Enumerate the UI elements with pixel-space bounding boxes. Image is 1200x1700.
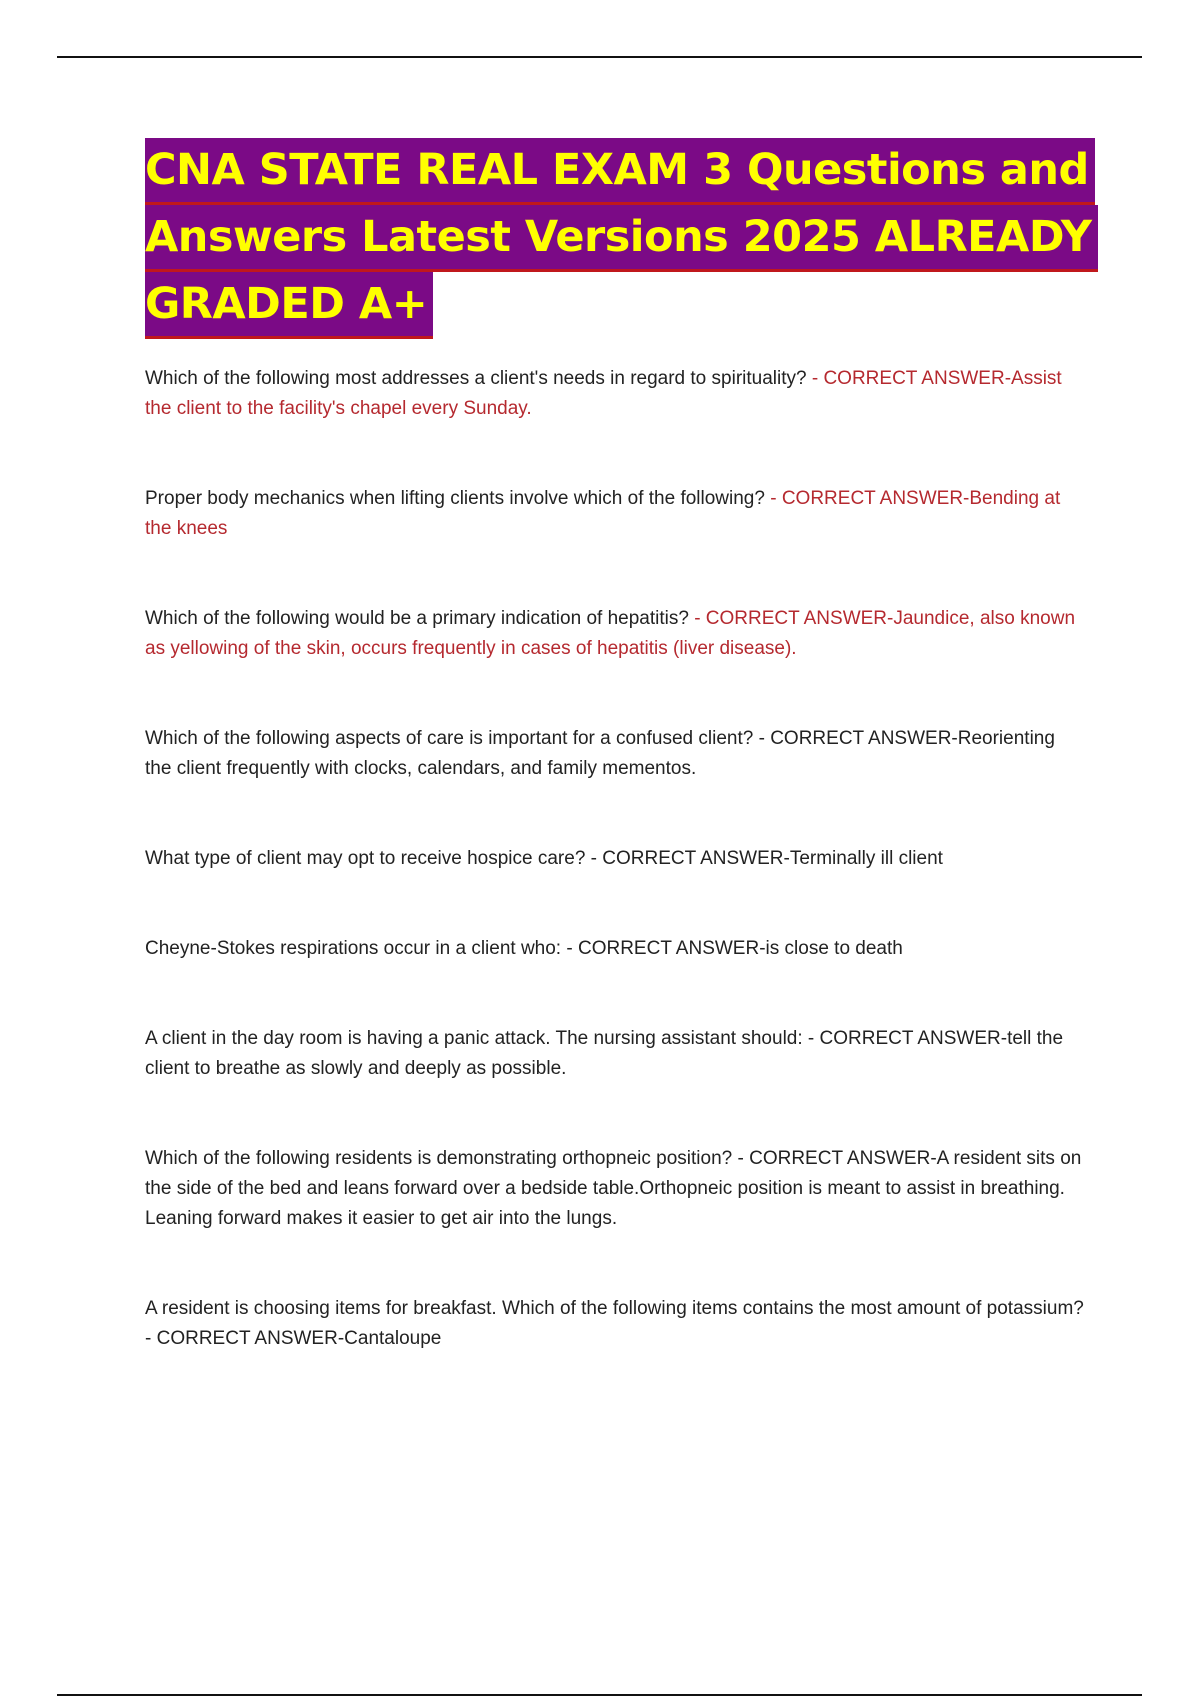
question-text: Proper body mechanics when lifting clients involve which of the following?	[145, 488, 771, 509]
top-rule	[57, 56, 1142, 58]
answer-text: - CORRECT ANSWER-Bending at the knees	[145, 488, 1061, 539]
title-line: GRADED A+	[145, 272, 433, 339]
question-text: A client in the day room is having a panic attack. The nursing assistant should:	[145, 1028, 808, 1049]
qa-list	[145, 364, 1085, 1354]
answer-text: - CORRECT ANSWER-is close to death	[566, 938, 903, 959]
document-title	[145, 138, 1092, 339]
answer-text: - CORRECT ANSWER-tell the client to breathe as slowly and deeply as possible.	[145, 1028, 1064, 1079]
question-text: Which of the following residents is demonstrating orthopneic position?	[145, 1148, 738, 1169]
question-text: Cheyne-Stokes respirations occur in a client who:	[145, 938, 567, 959]
qa-item	[145, 484, 1085, 544]
qa-item	[145, 844, 1085, 874]
question-text: What type of client may opt to receive hospice care?	[145, 848, 591, 869]
question-text: Which of the following aspects of care is important for a confused client?	[145, 728, 759, 749]
qa-item	[145, 934, 1085, 964]
qa-item	[145, 604, 1085, 664]
bottom-rule	[57, 1694, 1142, 1696]
answer-text: - CORRECT ANSWER-Assist the client to the facility's chapel every Sunday.	[145, 368, 1062, 419]
question-text: A resident is choosing items for breakfast. Which of the following items contains the most amount of potassium?	[145, 1298, 1084, 1319]
answer-text: - CORRECT ANSWER-A resident sits on the side of the bed and leans forward over a bedside table.Orthopneic position is meant to assist in breathing. Leaning forward makes it easier to get air into the lungs.	[145, 1148, 1082, 1229]
answer-text: - CORRECT ANSWER-Terminally ill client	[590, 848, 943, 869]
question-text: Which of the following would be a primary indication of hepatitis?	[145, 608, 695, 629]
qa-item	[145, 364, 1085, 424]
question-text: Which of the following most addresses a client's needs in regard to spirituality?	[145, 368, 812, 389]
answer-text: - CORRECT ANSWER-Jaundice, also known as yellowing of the skin, occurs frequently in cases of hepatitis (liver disease).	[145, 608, 1076, 659]
qa-item	[145, 1024, 1085, 1084]
title-line: CNA STATE REAL EXAM 3 Questions and	[145, 138, 1095, 205]
qa-item	[145, 724, 1085, 784]
title-line: Answers Latest Versions 2025 ALREADY	[145, 205, 1098, 272]
answer-text: - CORRECT ANSWER-Cantaloupe	[145, 1328, 442, 1349]
answer-text: - CORRECT ANSWER-Reorienting the client frequently with clocks, calendars, and family mementos.	[145, 728, 1055, 779]
qa-item	[145, 1294, 1085, 1354]
qa-item	[145, 1144, 1085, 1234]
